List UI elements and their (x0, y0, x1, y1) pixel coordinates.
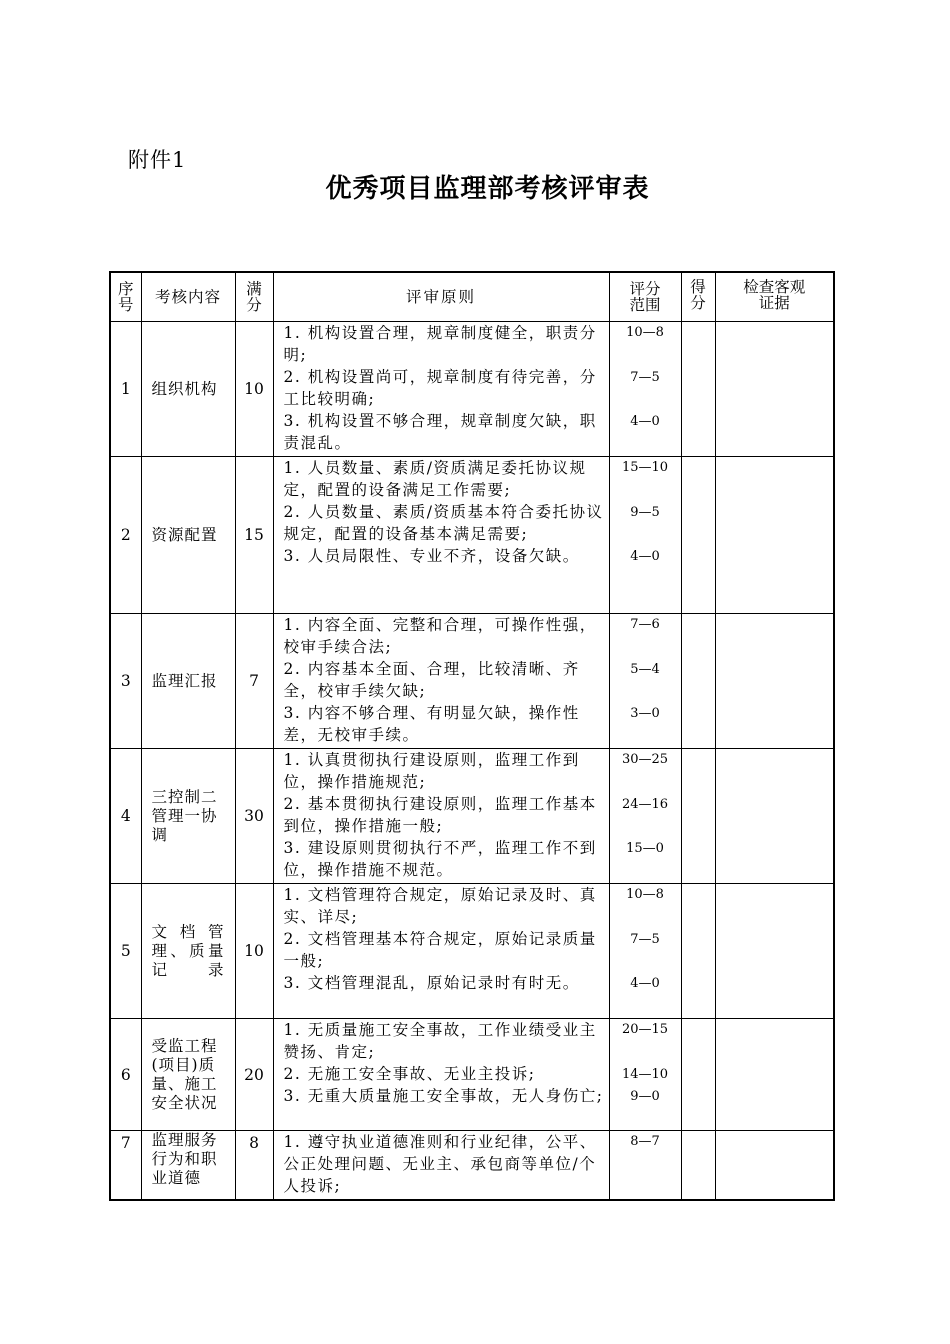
row-full-score: 10 (235, 884, 273, 1019)
header-score: 得 分 (681, 272, 715, 322)
header-evidence: 检查客观 证据 (715, 272, 834, 322)
header-criteria: 评审原则 (273, 272, 609, 322)
row-criteria: 1. 机构设置合理，规章制度健全，职责分明; 2. 机构设置尚可，规章制度有待完善，分工比较明确; 3. 机构设置不够合理，规章制度欠缺，职责混乱。 (273, 322, 609, 457)
row-evidence-cell[interactable] (715, 1019, 834, 1131)
row-full-score: 10 (235, 322, 273, 457)
row-evidence-cell[interactable] (715, 1131, 834, 1200)
row-seq: 2 (110, 457, 141, 614)
row-seq: 5 (110, 884, 141, 1019)
row-seq: 4 (110, 749, 141, 884)
table-row (110, 457, 834, 614)
row-item: 组织机构 (141, 322, 235, 457)
row-full-score: 8 (235, 1131, 273, 1200)
row-criteria: 1. 内容全面、完整和合理，可操作性强，校审手续合法; 2. 内容基本全面、合理，比较清晰、齐全，校审手续欠缺; 3. 内容不够合理、有明显欠缺，操作性差，无校审手续。 (273, 614, 609, 749)
document-title: 优秀项目监理部考核评审表 (325, 174, 650, 204)
row-item: 文档管理、质量记录 (141, 884, 235, 1019)
row-score-range: 30—25 24—16 15—0 (609, 749, 681, 884)
attachment-label: 附件1 (128, 148, 187, 172)
header-seq: 序 号 (110, 272, 141, 322)
table-row (110, 322, 834, 457)
row-criteria: 1. 人员数量、素质/资质满足委托协议规定，配置的设备满足工作需要; 2. 人员数量、素质/资质基本符合委托协议规定，配置的设备基本满足需要; 3. 人员局限性、专业不齐，设备欠缺。 (273, 457, 609, 614)
row-score-range: 10—8 7—5 4—0 (609, 884, 681, 1019)
row-criteria: 1. 无质量施工安全事故，工作业绩受业主赞扬、肯定; 2. 无施工安全事故、无业主投诉; 3. 无重大质量施工安全事故，无人身伤亡; (273, 1019, 609, 1131)
row-score-range: 20—15 14—10 9—0 (609, 1019, 681, 1131)
review-table (109, 271, 835, 1201)
table-row (110, 614, 834, 749)
table-row (110, 1019, 834, 1131)
row-item: 受监工程(项目)质量、施工安全状况 (141, 1019, 235, 1131)
row-full-score: 20 (235, 1019, 273, 1131)
row-full-score: 7 (235, 614, 273, 749)
row-score-cell[interactable] (681, 322, 715, 457)
row-seq: 1 (110, 322, 141, 457)
row-score-range: 8—7 (609, 1131, 681, 1200)
row-score-cell[interactable] (681, 457, 715, 614)
row-score-cell[interactable] (681, 1019, 715, 1131)
row-score-cell[interactable] (681, 614, 715, 749)
row-full-score: 30 (235, 749, 273, 884)
row-criteria: 1. 认真贯彻执行建设原则，监理工作到位，操作措施规范; 2. 基本贯彻执行建设原则，监理工作基本到位，操作措施一般; 3. 建设原则贯彻执行不严，监理工作不到位，操作措施不规范。 (273, 749, 609, 884)
header-score-range: 评分 范围 (609, 272, 681, 322)
row-item: 监理汇报 (141, 614, 235, 749)
row-evidence-cell[interactable] (715, 614, 834, 749)
row-score-cell[interactable] (681, 884, 715, 1019)
row-item: 三控制二管理一协调 (141, 749, 235, 884)
row-criteria: 1. 文档管理符合规定，原始记录及时、真实、详尽; 2. 文档管理基本符合规定，原始记录质量一般; 3. 文档管理混乱，原始记录时有时无。 (273, 884, 609, 1019)
table-row (110, 749, 834, 884)
row-score-cell[interactable] (681, 749, 715, 884)
row-criteria: 1. 遵守执业道德准则和行业纪律，公平、公正处理问题、无业主、承包商等单位/个人投诉; (273, 1131, 609, 1200)
row-evidence-cell[interactable] (715, 884, 834, 1019)
header-full-score: 满 分 (235, 272, 273, 322)
row-evidence-cell[interactable] (715, 457, 834, 614)
header-row (110, 272, 834, 322)
row-seq: 7 (110, 1131, 141, 1200)
row-score-range: 15—10 9—5 4—0 (609, 457, 681, 614)
table-row (110, 884, 834, 1019)
row-seq: 3 (110, 614, 141, 749)
row-full-score: 15 (235, 457, 273, 614)
row-seq: 6 (110, 1019, 141, 1131)
row-score-cell[interactable] (681, 1131, 715, 1200)
row-item: 监理服务行为和职业道德 (141, 1131, 235, 1200)
row-item: 资源配置 (141, 457, 235, 614)
header-item: 考核内容 (141, 272, 235, 322)
row-evidence-cell[interactable] (715, 322, 834, 457)
table-row (110, 1131, 834, 1200)
row-evidence-cell[interactable] (715, 749, 834, 884)
row-score-range: 10—8 7—5 4—0 (609, 322, 681, 457)
row-score-range: 7—6 5—4 3—0 (609, 614, 681, 749)
